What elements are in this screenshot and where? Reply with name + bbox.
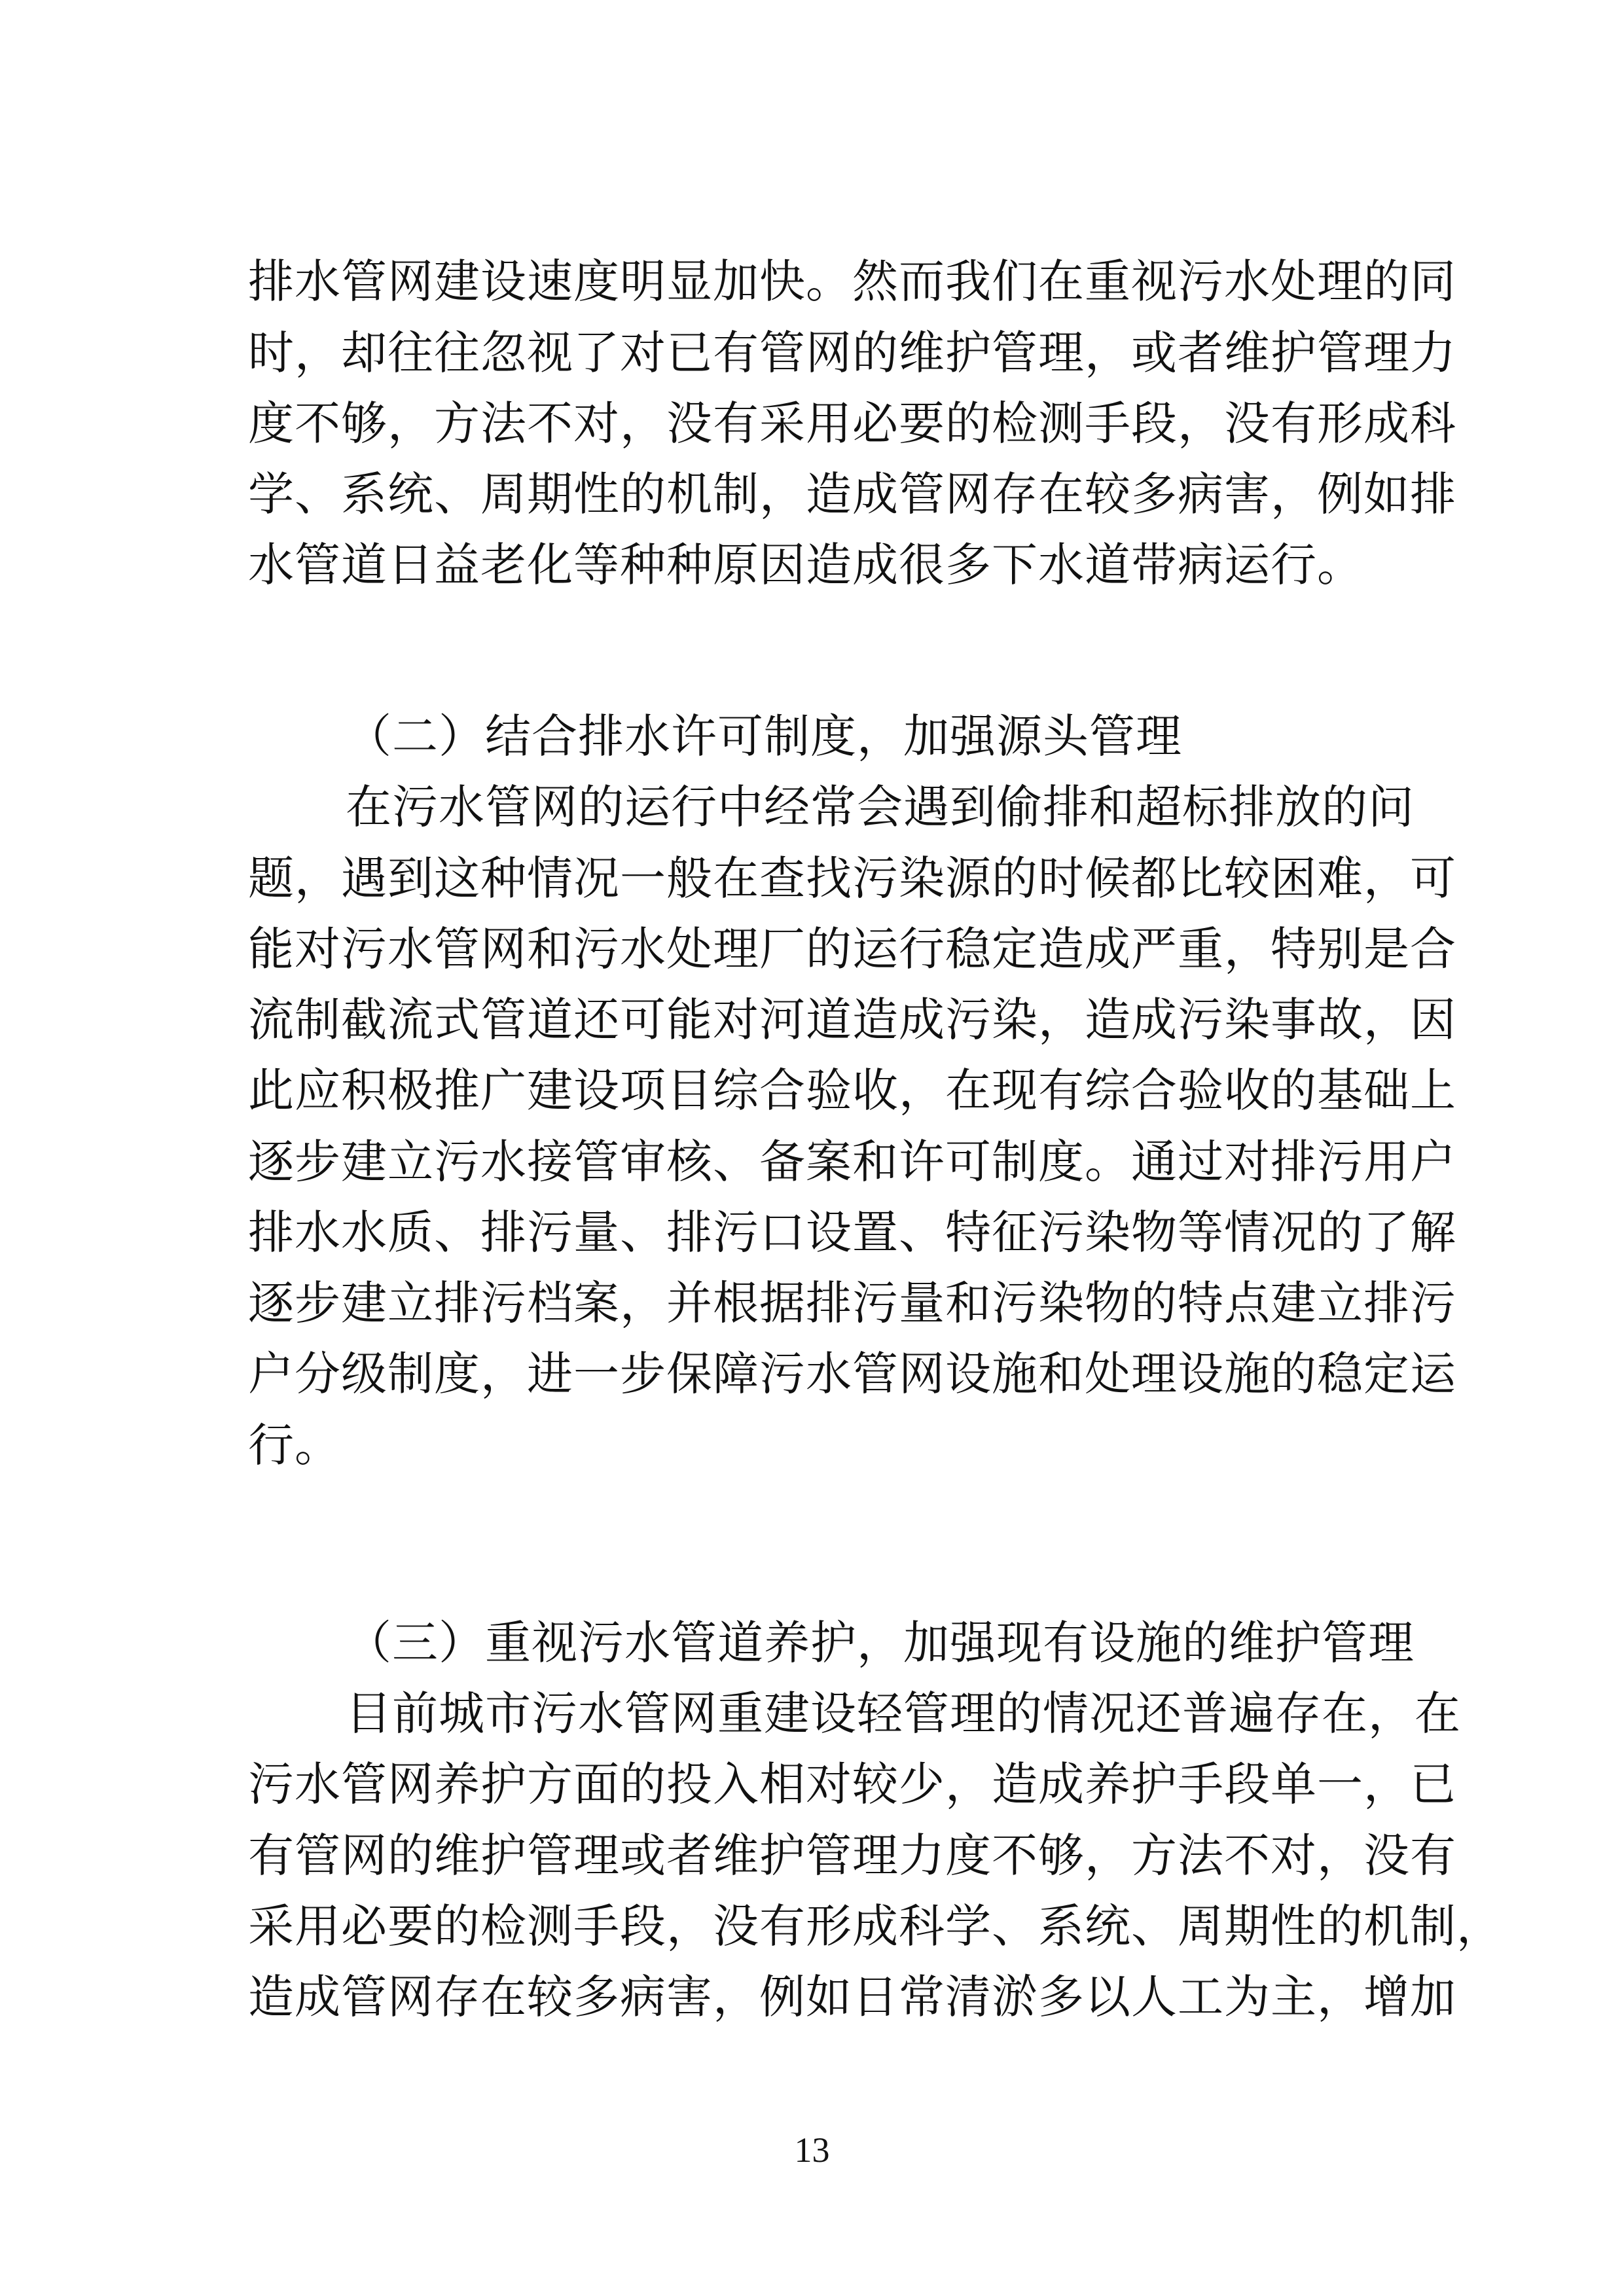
paragraph-line: 目前城市污水管网重建设轻管理的情况还普遍存在，在 (346, 1687, 1461, 1740)
paragraph-line: 流制截流式管道还可能对河道造成污染，造成污染事故，因 (248, 993, 1456, 1047)
section-heading-2: （二）结合排水许可制度，加强源头管理 (346, 709, 1182, 763)
paragraph-line: 学、系统、周期性的机制，造成管网存在较多病害，例如排 (248, 467, 1456, 521)
paragraph-line: 排水水质、排污量、排污口设置、特征污染物等情况的了解 (248, 1206, 1456, 1259)
section-heading-3: （三）重视污水管道养护，加强现有设施的维护管理 (346, 1616, 1415, 1670)
paragraph-line: 采用必要的检测手段，没有形成科学、系统、周期性的机制， (248, 1899, 1503, 1953)
paragraph-line: 水管道日益老化等种种原因造成很多下水道带病运行。 (248, 538, 1363, 592)
paragraph-line: 排水管网建设速度明显加快。然而我们在重视污水处理的同 (248, 255, 1456, 308)
paragraph-line: 题，遇到这种情况一般在查找污染源的时候都比较困难，可 (248, 852, 1456, 905)
paragraph-line: 行。 (248, 1418, 341, 1472)
paragraph-line: 造成管网存在较多病害，例如日常清淤多以人工为主，增加 (248, 1970, 1456, 2024)
paragraph-line: 此应积极推广建设项目综合验收，在现有综合验收的基础上 (248, 1064, 1456, 1117)
paragraph-line: 污水管网养护方面的投入相对较少，造成养护手段单一，已 (248, 1757, 1456, 1811)
paragraph-line: 逐步建立排污档案，并根据排污量和污染物的特点建立排污 (248, 1276, 1456, 1330)
paragraph-line: 能对污水管网和污水处理厂的运行稳定造成严重，特别是合 (248, 922, 1456, 976)
page-number: 13 (794, 2130, 830, 2170)
paragraph-line: 户分级制度，进一步保障污水管网设施和处理设施的稳定运 (248, 1347, 1456, 1401)
paragraph-line: 在污水管网的运行中经常会遇到偷排和超标排放的问 (346, 780, 1415, 834)
paragraph-line: 度不够，方法不对，没有采用必要的检测手段，没有形成科 (248, 397, 1456, 450)
paragraph-line: 逐步建立污水接管审核、备案和许可制度。通过对排污用户 (248, 1135, 1456, 1189)
paragraph-line: 时，却往往忽视了对已有管网的维护管理，或者维护管理力 (248, 326, 1456, 380)
paragraph-line: 有管网的维护管理或者维护管理力度不够，方法不对，没有 (248, 1829, 1456, 1882)
